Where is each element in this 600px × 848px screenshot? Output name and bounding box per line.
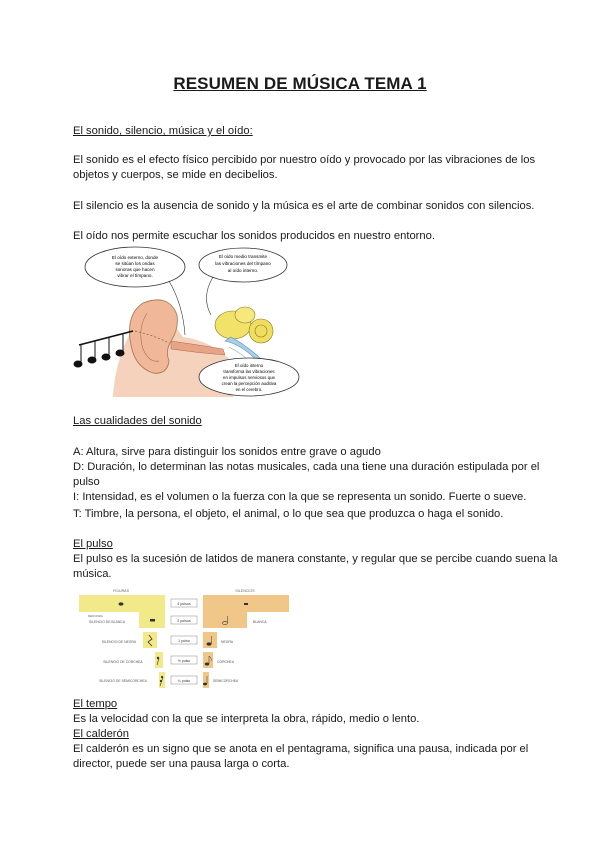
- bubble-inner-line5: en el cerebro.: [235, 387, 263, 392]
- duration-row-5-right: SEMICORCHEA: [213, 679, 239, 683]
- durations-col-right-header: SILENCIOS: [235, 589, 255, 593]
- bubble-middle-line1: El oído medio transmite: [218, 254, 268, 259]
- bubble-middle-line3: al oído interno.: [227, 268, 259, 273]
- quality-altura: A: Altura, sirve para distinguir los sonidos entre grave o agudo: [73, 446, 381, 458]
- paragraph-pulse-line2: música.: [73, 568, 112, 580]
- duration-row-3-left: SILENCIO DE NEGRA: [101, 640, 137, 644]
- bubble-middle-line2: las vibraciones del tímpano: [215, 261, 271, 266]
- section-heading-pulse: El pulso: [73, 538, 113, 550]
- duration-row-4-right: CORCHEA: [217, 660, 234, 664]
- section-heading-tempo: El tempo: [73, 698, 118, 710]
- section-heading-qualities: Las cualidades del sonido: [73, 415, 202, 427]
- bubble-outer-line1: El oído externo, donde: [111, 255, 159, 260]
- quality-duracion-line1: D: Duración, lo determinan las notas musicales, cada una tiene una duración estipulada por el: [73, 461, 540, 473]
- quality-timbre: T: Timbre, la persona, el objeto, el animal, o lo que sea que produzca o haga el sonido.: [73, 508, 504, 520]
- duration-row-1-count: 4 pulsos: [177, 602, 191, 606]
- duration-row-2: [89, 612, 267, 628]
- page-title: RESUMEN DE MÚSICA TEMA 1: [173, 74, 427, 93]
- paragraph-calderon-line1: El calderón es un signo que se anota en el pentagrama, significa una pausa, indicada por el: [73, 743, 529, 755]
- paragraph-silence: El silencio es la ausencia de sonido y la música es el arte de combinar sonidos con silencios.: [73, 200, 535, 212]
- paragraph-tempo: Es la velocidad con la que se interpreta la obra, rápido, medio o lento.: [73, 713, 420, 725]
- bubble-outer-line2: se sitúan los ondas: [115, 261, 155, 266]
- bubble-inner-line2: transforma las vibraciones: [223, 369, 275, 374]
- durations-figure: [73, 586, 309, 694]
- duration-row-5-left: SILENCIO DE SEMICORCHEA: [99, 679, 147, 683]
- duration-row-4-left: SILENCIO DE CORCHEA: [103, 660, 143, 664]
- bubble-middle-ear: [199, 248, 287, 315]
- duration-row-4: [103, 652, 234, 668]
- bubble-inner-line3: en impulsos nerviosos que: [223, 375, 275, 380]
- bubble-inner-line1: El oído interno: [234, 363, 264, 368]
- paragraph-pulse-line1: El pulso es la sucesión de latidos de manera constante, y regular que se percibe cuando suena la: [73, 553, 558, 565]
- duration-row-2-count: 2 pulsos: [177, 619, 191, 623]
- paragraph-calderon-line2: director, puede ser una pausa larga o corta.: [73, 758, 290, 770]
- paragraph-sound-line2: objetos y cuerpos, se mide en decibelios.: [73, 169, 278, 181]
- bubble-outer-line3: sonoras que hacen: [115, 267, 155, 272]
- duration-row-2-right: BLANCA: [253, 620, 267, 624]
- paragraph-ear: El oído nos permite escuchar los sonidos producidos en nuestro entorno.: [73, 230, 435, 242]
- duration-row-4-count: ½ pulso: [177, 659, 191, 663]
- section-heading-sound: El sonido, silencio, música y el oído:: [73, 125, 253, 137]
- quality-duracion-line2: pulso: [73, 476, 100, 488]
- duration-row-1-left: REDONDA: [88, 614, 104, 618]
- paragraph-sound-line1: El sonido es el efecto físico percibido por nuestro oído y provocado por las vibraciones de los: [73, 154, 536, 166]
- section-heading-calderon: El calderón: [73, 728, 129, 740]
- duration-row-5: [99, 672, 239, 688]
- duration-row-1: [79, 595, 289, 618]
- duration-row-3-count: 1 pulso: [178, 639, 190, 643]
- quality-intensidad: I: Intensidad, es el volumen o la fuerza con la que se representa un sonido. Fuerte o sueve.: [73, 491, 527, 503]
- duration-row-3: [102, 632, 234, 648]
- duration-row-5-count: ¼ pulso: [177, 679, 191, 683]
- durations-col-left-header: FIGURAS: [113, 589, 129, 593]
- bubble-outer-line4: vibrar el tímpano.: [117, 273, 153, 278]
- bubble-inner-line4: crean la percepción auditiva: [221, 381, 277, 386]
- bubble-inner-ear: [199, 358, 299, 396]
- duration-row-2-left: SILENCIO DE BLANCA: [89, 620, 125, 624]
- ear-illustration: [73, 245, 313, 397]
- duration-row-3-right: NEGRA: [221, 640, 234, 644]
